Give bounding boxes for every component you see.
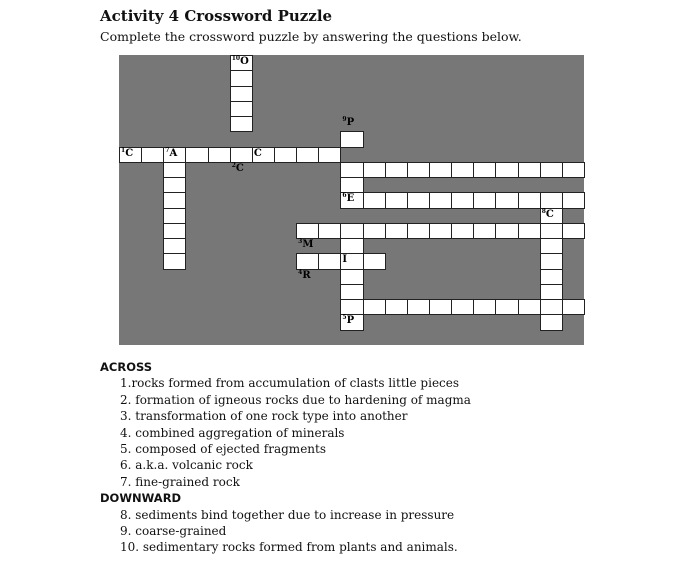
clue-letter: O <box>240 56 249 67</box>
answer-cell[interactable] <box>385 299 408 315</box>
answer-cell[interactable] <box>340 177 363 193</box>
clue-number: 8 <box>541 207 546 215</box>
answer-cell[interactable] <box>163 208 186 224</box>
clue-letter: A <box>169 147 178 159</box>
clue-letter: C <box>125 147 134 159</box>
clue-label <box>342 255 347 265</box>
answer-cell[interactable] <box>230 86 253 102</box>
answer-cell[interactable] <box>363 192 386 208</box>
clue-letter: R <box>302 269 311 281</box>
answer-cell[interactable] <box>340 284 363 300</box>
clue-number: 6 <box>342 192 347 200</box>
clue-letter: C <box>253 147 262 159</box>
across-clue-3: 3. transformation of one rock type into another <box>120 409 408 424</box>
clue-letter: P <box>346 315 355 327</box>
clue-number: 7 <box>165 146 170 154</box>
answer-cell[interactable] <box>163 162 186 178</box>
across-clue-5: 5. composed of ejected fragments <box>120 442 326 457</box>
across-heading: ACROSS <box>100 360 153 374</box>
answer-cell[interactable] <box>163 238 186 254</box>
clue-label <box>165 146 178 159</box>
clue-list <box>100 359 471 556</box>
clue-letter: P <box>346 117 355 129</box>
clue-number: 5 <box>342 314 347 322</box>
answer-cell[interactable] <box>296 223 319 239</box>
across-clue-2: 2. formation of igneous rocks due to hardening of magma <box>120 392 471 407</box>
answer-cell[interactable] <box>540 284 563 300</box>
answer-cell[interactable] <box>363 299 386 315</box>
clue-number: 2 <box>231 161 236 169</box>
answer-cell[interactable] <box>407 192 430 208</box>
answer-cell[interactable] <box>407 162 430 178</box>
answer-cell[interactable] <box>473 192 496 208</box>
answer-cell[interactable] <box>340 131 363 147</box>
clue-letter: C <box>545 208 554 220</box>
answer-cell[interactable] <box>429 299 452 315</box>
clue-label <box>342 194 354 204</box>
across-clue-1: 1.rocks formed from accumulation of clasts little pieces <box>120 376 460 391</box>
downward-heading: DOWNWARD <box>100 491 182 506</box>
answer-cell[interactable] <box>318 223 341 239</box>
answer-cell[interactable] <box>540 223 563 239</box>
answer-cell[interactable] <box>340 223 363 239</box>
answer-cell[interactable] <box>407 299 430 315</box>
answer-cell[interactable] <box>562 162 585 178</box>
answer-cell[interactable] <box>363 162 386 178</box>
answer-cell[interactable] <box>296 147 319 163</box>
answer-cell[interactable] <box>562 192 585 208</box>
answer-cell[interactable] <box>540 314 563 330</box>
answer-cell[interactable] <box>540 253 563 269</box>
clue-label <box>342 118 354 128</box>
answer-cell[interactable] <box>363 253 386 269</box>
clue-number: 4 <box>298 268 303 276</box>
clue-number: 3 <box>298 238 303 246</box>
clue-label <box>298 240 313 250</box>
answer-cell[interactable] <box>451 162 474 178</box>
clue-number: 1 <box>121 146 126 154</box>
instructions: Complete the crossword puzzle by answering the questions below. <box>100 29 522 44</box>
answer-cell[interactable] <box>429 192 452 208</box>
answer-cell[interactable] <box>495 162 518 178</box>
answer-cell[interactable] <box>385 223 408 239</box>
answer-cell[interactable] <box>407 223 430 239</box>
clue-number: 10 <box>231 55 241 62</box>
answer-cell[interactable] <box>385 162 408 178</box>
answer-cell[interactable] <box>495 192 518 208</box>
answer-cell[interactable] <box>163 192 186 208</box>
answer-cell[interactable] <box>230 70 253 86</box>
answer-cell[interactable] <box>296 253 319 269</box>
answer-cell[interactable] <box>473 299 496 315</box>
clue-letter: M <box>302 239 314 251</box>
answer-cell[interactable] <box>540 192 563 208</box>
answer-cell[interactable] <box>163 253 186 269</box>
answer-cell[interactable] <box>451 223 474 239</box>
clue-label <box>298 268 311 281</box>
answer-cell[interactable] <box>363 223 386 239</box>
answer-cell[interactable] <box>540 238 563 254</box>
page-title: Activity 4 Crossword Puzzle <box>100 7 333 25</box>
crossword-grid <box>119 55 584 345</box>
clue-letter: C <box>235 162 244 174</box>
answer-cell[interactable] <box>163 177 186 193</box>
answer-cell[interactable] <box>518 192 541 208</box>
answer-cell[interactable] <box>473 223 496 239</box>
answer-cell[interactable] <box>208 147 231 163</box>
clue-label <box>121 146 134 159</box>
answer-cell[interactable] <box>518 162 541 178</box>
clue-letter: E <box>346 193 355 205</box>
across-clue-7: 7. fine-grained rock <box>120 474 240 489</box>
answer-cell[interactable] <box>451 299 474 315</box>
answer-cell[interactable] <box>274 147 297 163</box>
answer-cell[interactable] <box>185 147 208 163</box>
clue-label <box>342 316 354 326</box>
clue-number: 9 <box>342 116 347 124</box>
answer-cell[interactable] <box>562 223 585 239</box>
answer-cell[interactable] <box>340 238 363 254</box>
downward-clue-10: 10. sedimentary rocks formed from plants and animals. <box>120 540 458 555</box>
clue-label <box>232 57 249 67</box>
downward-clue-9: 9. coarse-grained <box>120 524 227 539</box>
answer-cell[interactable] <box>429 223 452 239</box>
clue-label <box>541 207 554 220</box>
answer-cell[interactable] <box>495 223 518 239</box>
answer-cell[interactable] <box>163 223 186 239</box>
answer-cell[interactable] <box>562 299 585 315</box>
answer-cell[interactable] <box>230 101 253 117</box>
clue-letter: I <box>342 254 348 266</box>
clue-label <box>231 161 244 174</box>
answer-cell[interactable] <box>230 116 253 132</box>
answer-cell[interactable] <box>340 162 363 178</box>
answer-cell[interactable] <box>385 192 408 208</box>
answer-cell[interactable] <box>451 192 474 208</box>
answer-cell[interactable] <box>230 147 253 163</box>
across-clue-6: 6. a.k.a. volcanic rock <box>120 458 253 473</box>
answer-cell[interactable] <box>340 269 363 285</box>
answer-cell[interactable] <box>540 162 563 178</box>
answer-cell[interactable] <box>495 299 518 315</box>
across-clue-4: 4. combined aggregation of minerals <box>120 425 345 440</box>
answer-cell[interactable] <box>518 223 541 239</box>
answer-cell[interactable] <box>518 299 541 315</box>
answer-cell[interactable] <box>141 147 164 163</box>
answer-cell[interactable] <box>473 162 496 178</box>
downward-clue-8: 8. sediments bind together due to increase in pressure <box>120 507 455 522</box>
answer-cell[interactable] <box>318 253 341 269</box>
answer-cell[interactable] <box>318 147 341 163</box>
clue-label <box>254 149 262 159</box>
answer-cell[interactable] <box>540 269 563 285</box>
answer-cell[interactable] <box>540 299 563 315</box>
answer-cell[interactable] <box>429 162 452 178</box>
